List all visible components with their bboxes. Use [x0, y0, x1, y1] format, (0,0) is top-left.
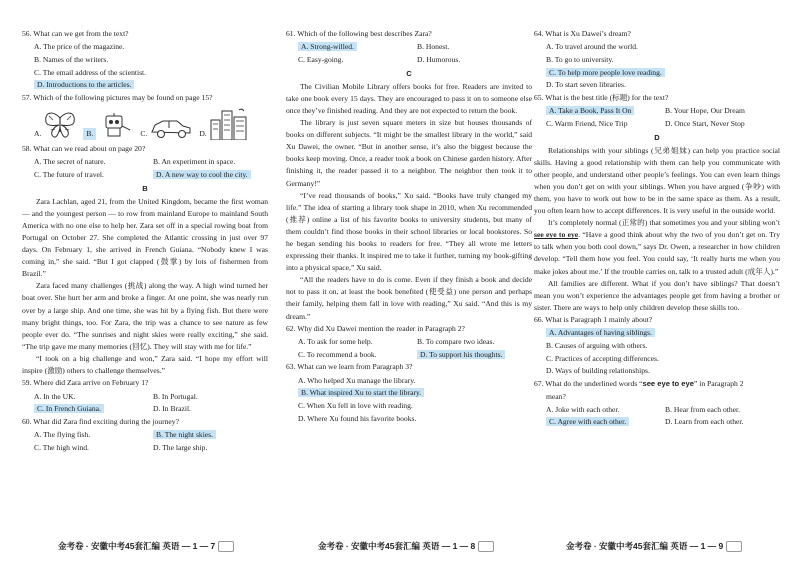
q57-option-a-label: A.: [34, 128, 42, 138]
question-67-stem: [534, 378, 780, 390]
q62-option-b[interactable]: B. To compare two ideas.: [417, 337, 495, 347]
section-c-heading: C: [406, 68, 412, 78]
passage-d-paragraph-1: Relationships with your siblings (兄弟姐妹) can help you practice social skills. Having a good relationship with them can help you communicate with other people, and understand other people’s feelings. You can even learn things when you don’t get on with your siblings. When you have argued (争吵) with them, you have to work out how to be in the same space as them. As a result, you often learn how to accept differences. It is very useful in the outside world.: [534, 145, 780, 216]
passage-b-paragraph-2: Zara faced many challenges (挑战) along the way. A high wind turned her boat over. She hurt her arm and broke a finger. At one point, she was nearly run over by a large ship. And one time, she was hit by a flying fish. But there were many bright things, too. For Zara, the trip was a chance to see nature as few people ever do. “The sunrises and night skies were really exciting,” she said. “The trip gave me many memories (回忆). They will stay with me for life.”: [22, 281, 268, 351]
q56-option-b[interactable]: B. Names of the writers.: [34, 55, 109, 65]
q61-options: [298, 41, 532, 66]
footer-page-8: [318, 540, 494, 552]
butterfly-icon: [43, 110, 77, 140]
footer-page-7-text: 金考卷 · 安徽中考45套汇编 英语 — 1 — 7: [58, 541, 216, 551]
passage-b-paragraph-1: Zara Lachlan, aged 21, from the United Kingdom, became the first woman — and the youngest person — to row from mainland Europe to mainland South America with no one else to help her. Zara set off in a special rowing boat from Portugal on October 27. She completed the Atlantic crossing in just over 97 days. On February 1, she arrived in French Guiana. “Nobody knew I was coming in,” she said. “But I got clapped (鼓掌) by lots of fishermen from Brazil.”: [22, 196, 268, 279]
underlined-phrase: see eye to eye: [534, 230, 579, 240]
car-icon: [149, 116, 193, 140]
column-page-7: [22, 28, 268, 454]
q66-option-a-highlight: A. Advantages of having siblings.: [546, 328, 655, 337]
passage-c-paragraph-1: The Civilian Mobile Library offers books for free. Readers are invited to take one book every 15 days. They are encouraged to pass it on to someone else once they’ve finished reading. And they are not expected to return the book.: [286, 81, 532, 115]
q67-stem-phrase: see eye to eye: [642, 378, 694, 388]
question-62-stem: 62. Why did Xu Dawei mention the reader in Paragraph 2?: [286, 323, 465, 333]
q64-option-c-highlight: C. To help more people love reading.: [546, 68, 665, 77]
q62-option-a[interactable]: A. To ask for some help.: [298, 337, 373, 347]
q57-option-d-label: D.: [199, 128, 207, 138]
q58-option-a[interactable]: A. The secret of nature.: [34, 157, 106, 167]
q56-option-d[interactable]: [34, 79, 268, 91]
q66-option-c[interactable]: C. Practices of accepting differences.: [546, 353, 659, 363]
q58-option-d[interactable]: [153, 169, 268, 181]
question-63-stem: 63. What can we learn from Paragraph 3?: [286, 362, 413, 372]
q67-stem-after: ” in Paragraph 2: [693, 378, 744, 388]
q60-options: [34, 429, 268, 454]
q64-option-a[interactable]: A. To travel around the world.: [546, 42, 638, 52]
q67-options: [546, 404, 780, 429]
q67-stem-before: 67. What do the underlined words “: [534, 378, 643, 388]
logo-badge-icon: [726, 541, 742, 552]
passage-c-paragraph-3: “I’ve read thousands of books,” Xu said. “Books have truly changed my life.” The idea of starting a library took shape in 2010, when Xu recommended (推荐) online a list of his favorite books to university students, but many of them couldn’t find those books in their school libraries or local bookstores. So he began sending his books to readers for free. “They all wrote me letters expressing their thanks. It inspired me to take it further, turning my book-gifting into a physical space,” Xu said.: [286, 190, 532, 273]
question-58-stem: 58. What can we read about on page 20?: [22, 143, 146, 153]
question-61-stem: 61. Which of the following best describes Zara?: [286, 29, 432, 38]
footer-page-9: [566, 540, 742, 552]
q67-option-a[interactable]: A. Joke with each other.: [546, 404, 620, 414]
q58-option-b[interactable]: B. An experiment in space.: [153, 157, 236, 167]
passage-c-paragraph-4: “All the readers have to do is come. Even if they finish a book and decide not to pass it on, at least the book benefited (使受益) one person and perhaps their family, helping them fall in love with reading,” Xu said. “And this is my dream.”: [286, 275, 532, 321]
q64-option-c[interactable]: [546, 67, 780, 79]
q62-option-c[interactable]: C. To recommend a book.: [298, 349, 377, 359]
passage-d-p2-text-before: It’s completely normal (正常的) that sometimes you and your sibling won’t: [548, 218, 780, 228]
q66-option-a[interactable]: [546, 327, 780, 339]
q59-options: [34, 391, 268, 416]
q57-pictures: [34, 106, 268, 140]
footer-page-9-text: 金考卷 · 安徽中考45套汇编 英语 — 1 — 9: [566, 541, 724, 551]
q67-option-c[interactable]: [546, 416, 661, 428]
city-buildings-icon: [209, 108, 249, 140]
q58-option-d-highlight: D. A new way to cool the city.: [153, 170, 251, 179]
q61-option-a[interactable]: [298, 41, 413, 53]
q61-option-c[interactable]: C. Easy-going.: [298, 55, 344, 65]
section-b-heading: B: [142, 183, 148, 193]
q56-option-c[interactable]: C. The email address of the scientist.: [34, 67, 147, 77]
question-65-stem: 65. What is the best title (标题) for the text?: [534, 92, 669, 102]
q57-option-c[interactable]: [140, 116, 193, 140]
q63-option-c[interactable]: C. When Xu fell in love with reading.: [298, 400, 413, 410]
question-60-stem: 60. What did Zara find exciting during the journey?: [22, 416, 179, 426]
q65-options: [546, 105, 780, 130]
q64-option-b[interactable]: B. To go to university.: [546, 55, 614, 65]
q57-option-d[interactable]: [199, 108, 248, 140]
q67-option-c-highlight: C. Agree with each other.: [546, 417, 629, 426]
q57-option-c-label: C.: [140, 128, 148, 138]
q63-option-b-highlight: B. What inspired Xu to start the library.: [298, 388, 424, 397]
footer-page-7: [58, 540, 234, 552]
footer-page-8-text: 金考卷 · 安徽中考45套汇编 英语 — 1 — 8: [318, 541, 476, 551]
question-59-stem: 59. Where did Zara arrive on February 1?: [22, 378, 149, 388]
q56-option-d-highlight: D. Introductions to the articles.: [34, 80, 134, 89]
q59-option-c-highlight: C. In French Guiana.: [34, 404, 104, 413]
question-56-stem: 56. What can we get from the text?: [22, 29, 129, 38]
q58-option-c[interactable]: C. The future of travel.: [34, 170, 104, 180]
q65-option-b[interactable]: B. Your Hope, Our Dream: [665, 106, 745, 116]
logo-badge-icon: [218, 541, 234, 552]
q60-option-a[interactable]: A. The flying fish.: [34, 430, 91, 440]
passage-d-paragraph-3: All families are different. What if you don’t have siblings? That doesn’t mean you won’t experience the advantages people get from having a brother or sister. There are ways to help only children develop these skills too.: [534, 278, 780, 312]
q63-option-d[interactable]: D. Where Xu found his favorite books.: [298, 413, 417, 423]
q60-option-c[interactable]: C. The high wind.: [34, 442, 89, 452]
q67-stem-line-2: mean?: [546, 392, 566, 402]
q65-option-a[interactable]: [546, 105, 661, 117]
q58-options: [34, 156, 268, 181]
passage-d-p2-text-after: . “Have a good think about why the two of you don’t get on. Try to talk when you both cool down,” says Dr. Owen, a researcher in how children develop. “Tell them how you feel. You could say, ‘It really hurts me when you make jokes about me.’ If the trouble carries on, talk to a trusted adult (成年人).”: [534, 230, 780, 276]
q62-option-d[interactable]: [417, 349, 532, 361]
q67-option-d[interactable]: D. Learn from each other.: [665, 417, 744, 427]
q61-option-a-highlight: A. Strong-willed.: [298, 42, 357, 51]
passage-c-paragraph-2: The library is just seven square meters in size but houses thousands of books on different subjects. “It might be the smallest library in the world,” said Xu Dawei, the owner. “But in another sense, it’s also the biggest because the books keep moving. Once, a reader took a book on Chinese garden history. After finishing it, the reader passed it to a neighbor. The neighbor then took it to Germany!”: [286, 118, 532, 188]
q59-option-d[interactable]: D. In Brazil.: [153, 404, 191, 414]
q61-option-b[interactable]: B. Honest.: [417, 42, 450, 52]
section-d-heading: D: [654, 132, 660, 142]
q65-option-d[interactable]: D. Once Start, Never Stop: [665, 118, 745, 128]
q66-option-b[interactable]: B. Causes of arguing with others.: [546, 341, 648, 351]
q57-option-a[interactable]: [34, 110, 77, 140]
q56-option-a[interactable]: A. The price of the magazine.: [34, 42, 125, 52]
column-page-9: [534, 28, 780, 429]
q60-option-d[interactable]: D. The large ship.: [153, 442, 208, 452]
passage-b-paragraph-3: “I took on a big challenge and won,” Zara said. “I hope my effort will inspire (激励) others to challenge themselves.”: [22, 353, 268, 376]
q60-option-b-highlight: B. The night skies.: [153, 430, 216, 439]
passage-d-paragraph-2: [534, 217, 780, 277]
q65-option-a-highlight: A. Take a Book, Pass It On: [546, 106, 634, 115]
q60-option-b[interactable]: [153, 429, 268, 441]
q62-options: [298, 336, 532, 361]
q65-option-c[interactable]: C. Warm Friend, Nice Trip: [546, 118, 628, 128]
q59-option-c[interactable]: [34, 403, 149, 415]
q61-option-d[interactable]: D. Humorous.: [417, 55, 461, 65]
q64-option-d[interactable]: D. To start seven libraries.: [546, 80, 626, 90]
q66-option-d[interactable]: D. Ways of building relationships.: [546, 366, 650, 376]
question-66-stem: 66. What is Paragraph 1 mainly about?: [534, 314, 653, 324]
q63-option-a[interactable]: A. Who helped Xu manage the library.: [298, 375, 416, 385]
logo-badge-icon: [478, 541, 494, 552]
q59-option-a[interactable]: A. In the UK.: [34, 391, 76, 401]
q57-option-b[interactable]: [83, 112, 134, 140]
q67-option-b[interactable]: B. Hear from each other.: [665, 404, 741, 414]
q59-option-b[interactable]: B. In Portugal.: [153, 391, 198, 401]
robot-icon: [98, 112, 134, 140]
q63-option-b[interactable]: [298, 387, 532, 399]
q57-option-b-label: B.: [83, 128, 96, 140]
q62-option-d-highlight: D. To support his thoughts.: [417, 350, 505, 359]
column-page-8: [286, 28, 532, 425]
question-57-stem: 57. Which of the following pictures may be found on page 15?: [22, 92, 213, 102]
question-64-stem: 64. What is Xu Dawei’s dream?: [534, 29, 631, 38]
